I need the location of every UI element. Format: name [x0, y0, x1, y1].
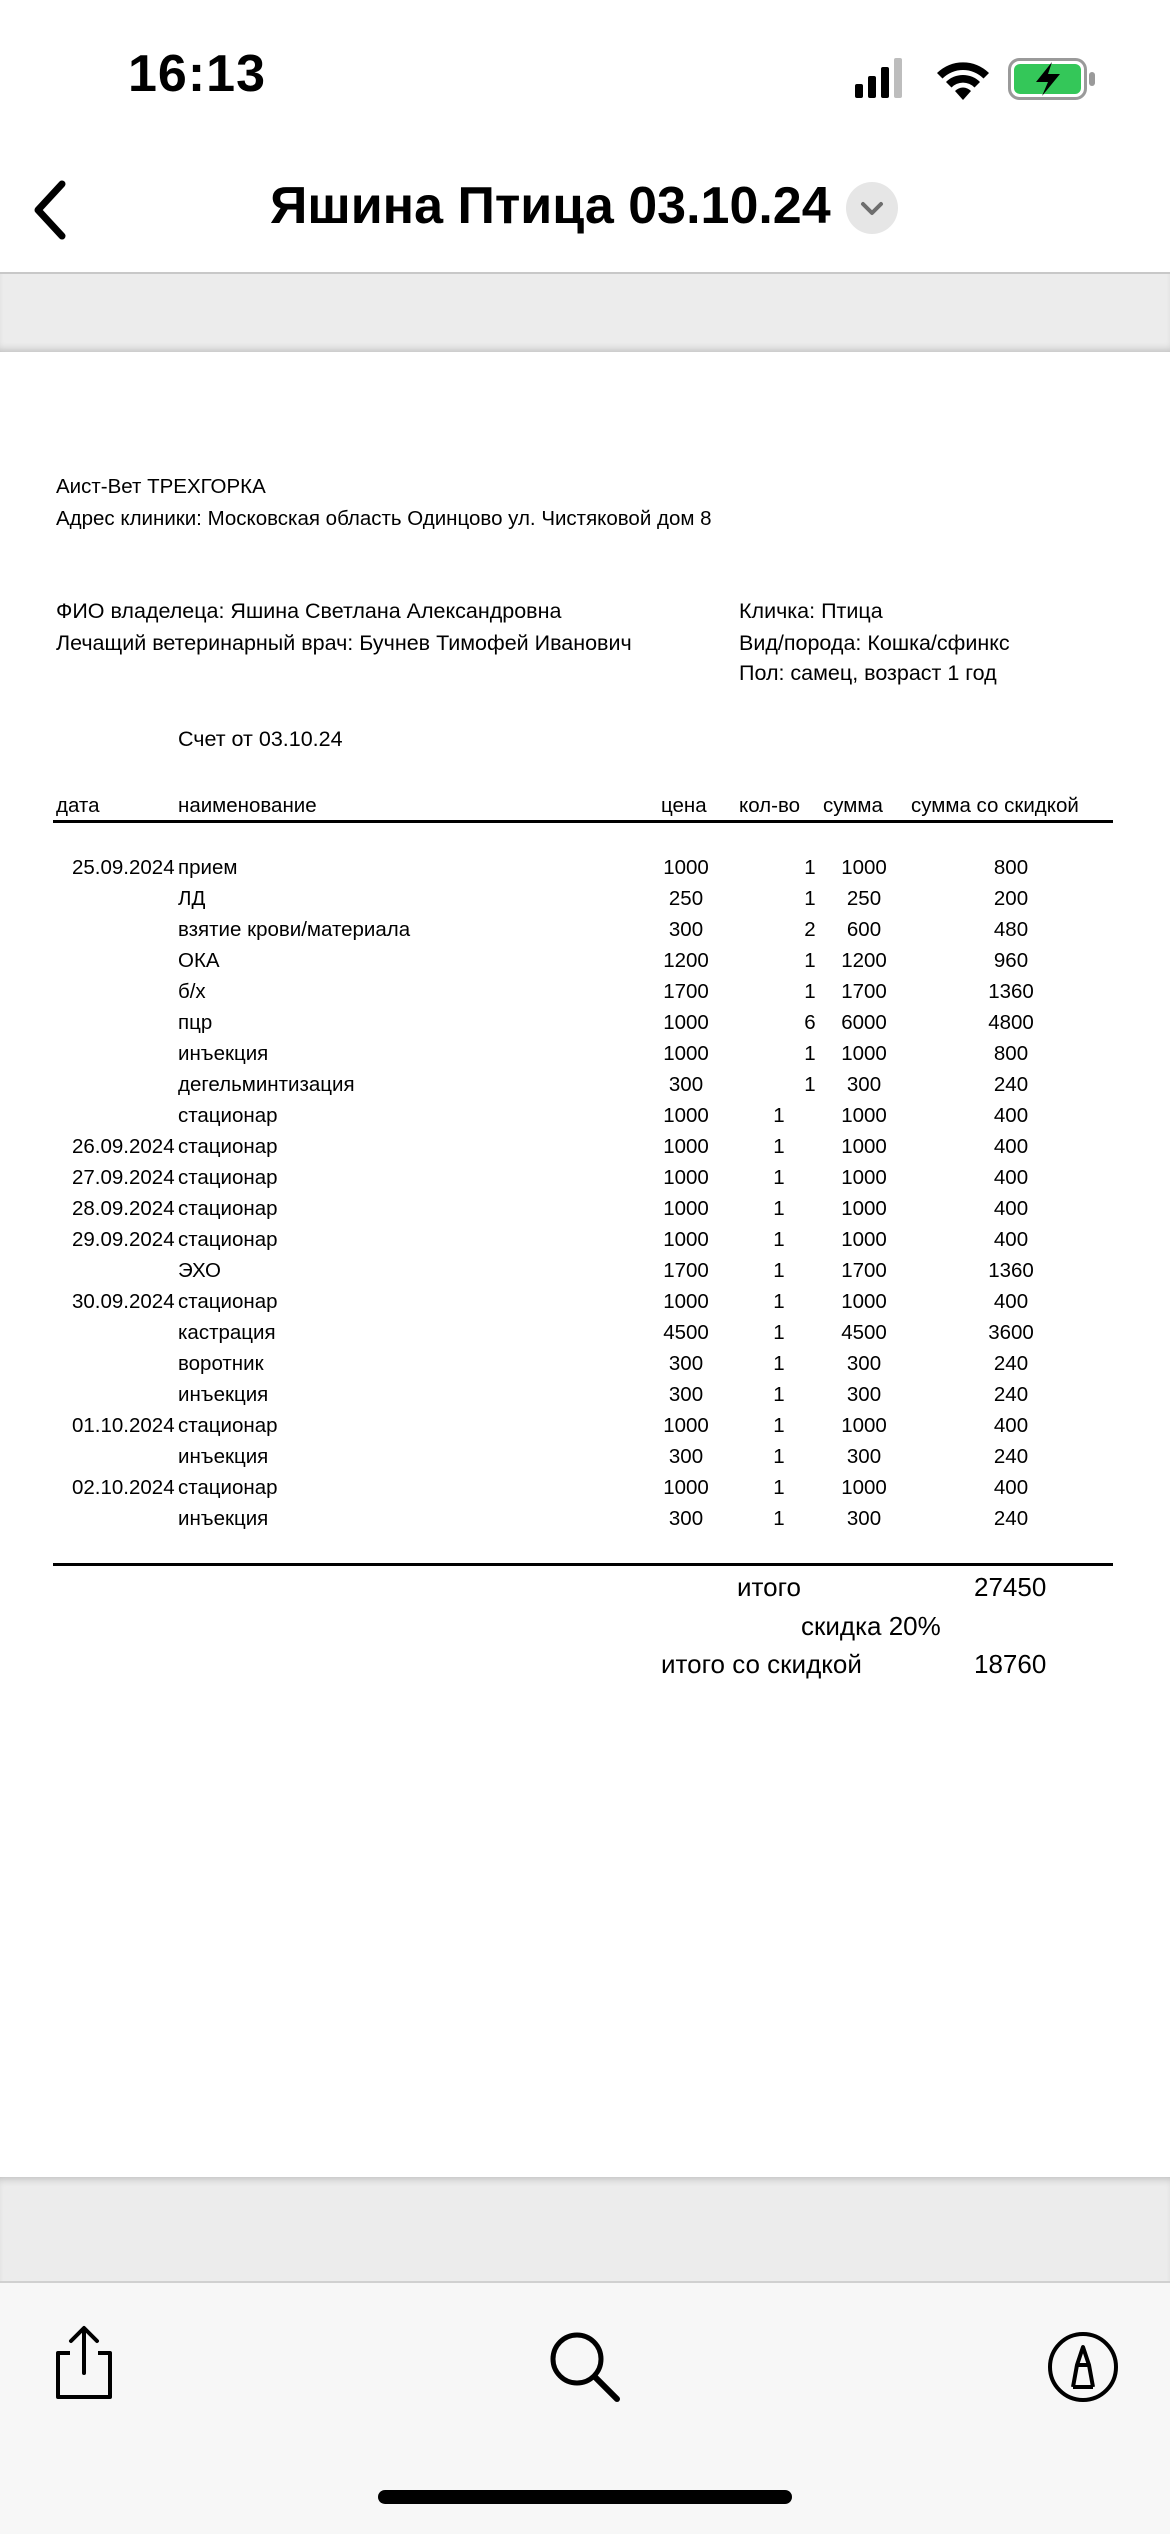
row-price: 1000 — [663, 1042, 709, 1065]
row-discounted: 240 — [993, 1352, 1029, 1375]
header-price: цена — [661, 794, 707, 817]
row-sum: 1000 — [841, 1042, 887, 1065]
row-name: инъекция — [178, 1383, 269, 1406]
row-price: 300 — [668, 1507, 704, 1530]
row-discounted: 4800 — [988, 1011, 1034, 1034]
row-qty: 1 — [773, 1166, 785, 1189]
row-qty: 1 — [773, 1352, 785, 1375]
row-qty: 1 — [804, 856, 816, 879]
document-title[interactable]: Яшина Птица 03.10.24 — [270, 177, 831, 235]
row-sum: 1000 — [841, 1476, 887, 1499]
row-name: пцр — [178, 1011, 213, 1034]
row-name: дегельминтизация — [178, 1073, 355, 1096]
row-price: 1000 — [663, 1228, 709, 1251]
row-name: воротник — [178, 1352, 264, 1375]
row-sum: 1700 — [841, 1259, 887, 1282]
clinic-address: Адрес клиники: Московская область Одинцово ул. Чистяковой дом 8 — [56, 507, 712, 530]
row-date: 27.09.2024 — [72, 1166, 175, 1189]
row-discounted: 1360 — [988, 1259, 1034, 1282]
row-discounted: 800 — [993, 1042, 1029, 1065]
page-gutter-bottom — [0, 2177, 1170, 2281]
vet-name: Лечащий ветеринарный врач: Бучнев Тимофей Иванович — [56, 631, 632, 655]
row-sum: 1000 — [841, 1104, 887, 1127]
row-name: стационар — [178, 1228, 278, 1251]
row-date: 28.09.2024 — [72, 1197, 175, 1220]
row-qty: 1 — [773, 1383, 785, 1406]
row-qty: 1 — [773, 1104, 785, 1127]
back-chevron-icon[interactable] — [20, 170, 90, 250]
row-name: стационар — [178, 1414, 278, 1437]
row-price: 1200 — [663, 949, 709, 972]
row-price: 300 — [668, 1352, 704, 1375]
row-price: 1000 — [663, 1104, 709, 1127]
row-sum: 300 — [846, 1507, 882, 1530]
row-price: 1000 — [663, 1011, 709, 1034]
row-discounted: 400 — [993, 1228, 1029, 1251]
row-qty: 1 — [804, 1073, 816, 1096]
row-price: 4500 — [663, 1321, 709, 1344]
row-price: 300 — [668, 1445, 704, 1468]
row-sum: 300 — [846, 1445, 882, 1468]
row-name: ЭХО — [178, 1259, 221, 1282]
row-qty: 6 — [804, 1011, 816, 1034]
row-date: 25.09.2024 — [72, 856, 175, 879]
row-name: стационар — [178, 1166, 278, 1189]
pet-sex-age: Пол: самец, возраст 1 год — [739, 661, 997, 685]
row-sum: 300 — [846, 1383, 882, 1406]
row-qty: 2 — [804, 918, 816, 941]
row-qty: 1 — [804, 949, 816, 972]
row-qty: 1 — [773, 1290, 785, 1313]
row-sum: 1000 — [841, 856, 887, 879]
invoice-title: Счет от 03.10.24 — [178, 727, 343, 751]
row-discounted: 800 — [993, 856, 1029, 879]
row-sum: 300 — [846, 1073, 882, 1096]
row-qty: 1 — [773, 1476, 785, 1499]
total-discount-label: итого со скидкой — [661, 1649, 862, 1679]
document-page — [0, 352, 1170, 2177]
row-date: 01.10.2024 — [72, 1414, 175, 1437]
row-name: стационар — [178, 1476, 278, 1499]
row-discounted: 960 — [993, 949, 1029, 972]
owner-name: ФИО владелеца: Яшина Светлана Александровна — [56, 599, 562, 623]
row-discounted: 400 — [993, 1135, 1029, 1158]
row-price: 250 — [668, 887, 704, 910]
pet-species: Вид/порода: Кошка/сфинкс — [739, 631, 1010, 655]
row-name: стационар — [178, 1135, 278, 1158]
row-date: 26.09.2024 — [72, 1135, 175, 1158]
navigation-bar — [0, 150, 1170, 274]
total-label: итого — [737, 1572, 801, 1602]
row-discounted: 400 — [993, 1197, 1029, 1220]
total-value: 27450 — [974, 1572, 1047, 1602]
row-price: 1000 — [663, 1135, 709, 1158]
row-discounted: 400 — [993, 1166, 1029, 1189]
row-price: 1000 — [663, 1166, 709, 1189]
row-qty: 1 — [773, 1135, 785, 1158]
cellular-signal-icon — [855, 58, 905, 98]
status-time: 16:13 — [128, 45, 266, 103]
row-qty: 1 — [773, 1228, 785, 1251]
row-sum: 6000 — [841, 1011, 887, 1034]
row-sum: 1200 — [841, 949, 887, 972]
row-discounted: 400 — [993, 1290, 1029, 1313]
row-sum: 1000 — [841, 1197, 887, 1220]
row-price: 1700 — [663, 1259, 709, 1282]
row-qty: 1 — [804, 980, 816, 1003]
share-icon[interactable] — [44, 2323, 124, 2403]
row-qty: 1 — [773, 1197, 785, 1220]
row-price: 1000 — [663, 1290, 709, 1313]
row-discounted: 400 — [993, 1104, 1029, 1127]
row-name: прием — [178, 856, 238, 879]
wifi-icon — [935, 56, 991, 100]
row-sum: 1000 — [841, 1414, 887, 1437]
row-qty: 1 — [773, 1414, 785, 1437]
row-discounted: 240 — [993, 1507, 1029, 1530]
row-price: 1700 — [663, 980, 709, 1003]
row-discounted: 1360 — [988, 980, 1034, 1003]
row-name: ОКА — [178, 949, 220, 972]
row-sum: 1000 — [841, 1166, 887, 1189]
row-sum: 250 — [846, 887, 882, 910]
row-discounted: 240 — [993, 1445, 1029, 1468]
row-qty: 1 — [773, 1259, 785, 1282]
row-discounted: 240 — [993, 1383, 1029, 1406]
discount-label: скидка 20% — [801, 1611, 941, 1641]
row-discounted: 3600 — [988, 1321, 1034, 1344]
row-sum: 1000 — [841, 1290, 887, 1313]
row-discounted: 240 — [993, 1073, 1029, 1096]
pet-name: Кличка: Птица — [739, 599, 883, 623]
row-discounted: 480 — [993, 918, 1029, 941]
header-date: дата — [56, 794, 100, 817]
row-date: 02.10.2024 — [72, 1476, 175, 1499]
row-name: стационар — [178, 1290, 278, 1313]
row-sum: 300 — [846, 1352, 882, 1375]
battery-charging-icon — [1008, 58, 1098, 100]
row-sum: 1700 — [841, 980, 887, 1003]
row-price: 1000 — [663, 856, 709, 879]
row-qty: 1 — [773, 1321, 785, 1344]
search-icon[interactable] — [545, 2327, 625, 2407]
row-name: инъекция — [178, 1445, 269, 1468]
row-name: б/х — [178, 980, 206, 1003]
row-price: 300 — [668, 1383, 704, 1406]
markup-icon[interactable] — [1043, 2327, 1123, 2407]
home-indicator — [378, 2490, 792, 2504]
header-discounted-sum: сумма со скидкой — [911, 794, 1079, 817]
row-name: ЛД — [178, 887, 206, 910]
row-discounted: 400 — [993, 1476, 1029, 1499]
row-discounted: 200 — [993, 887, 1029, 910]
chevron-down-icon — [846, 182, 898, 234]
row-qty: 1 — [773, 1445, 785, 1468]
row-sum: 1000 — [841, 1135, 887, 1158]
clinic-name: Аист-Вет ТРЕХГОРКА — [56, 475, 266, 498]
row-sum: 1000 — [841, 1228, 887, 1251]
row-date: 30.09.2024 — [72, 1290, 175, 1313]
row-price: 1000 — [663, 1414, 709, 1437]
row-qty: 1 — [804, 887, 816, 910]
header-sum: сумма — [823, 794, 883, 817]
row-date: 29.09.2024 — [72, 1228, 175, 1251]
row-name: инъекция — [178, 1042, 269, 1065]
row-sum: 4500 — [841, 1321, 887, 1344]
row-price: 1000 — [663, 1476, 709, 1499]
row-name: стационар — [178, 1104, 278, 1127]
total-discount-value: 18760 — [974, 1649, 1047, 1679]
row-name: инъекция — [178, 1507, 269, 1530]
page-gutter-top — [0, 274, 1170, 352]
row-name: взятие крови/материала — [178, 918, 411, 941]
header-qty: кол-во — [739, 794, 800, 817]
row-discounted: 400 — [993, 1414, 1029, 1437]
row-price: 300 — [668, 1073, 704, 1096]
header-divider — [53, 820, 1113, 823]
row-sum: 600 — [846, 918, 882, 941]
row-name: стационар — [178, 1197, 278, 1220]
row-price: 1000 — [663, 1197, 709, 1220]
title-menu-button[interactable] — [846, 182, 898, 234]
row-name: кастрация — [178, 1321, 276, 1344]
header-name: наименование — [178, 794, 317, 817]
row-qty: 1 — [773, 1507, 785, 1530]
row-qty: 1 — [804, 1042, 816, 1065]
status-bar — [0, 0, 1170, 150]
row-price: 300 — [668, 918, 704, 941]
totals-divider — [53, 1563, 1113, 1566]
